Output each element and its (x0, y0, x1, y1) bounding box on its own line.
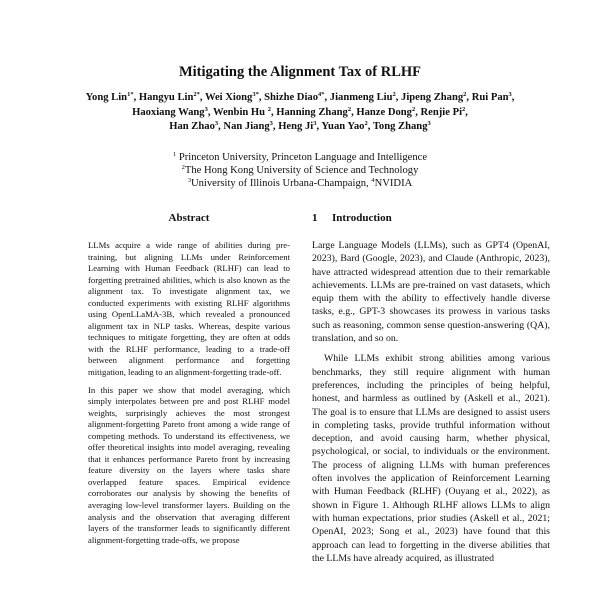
affiliation-mark: 1 (172, 151, 177, 158)
author-separator: , (258, 92, 265, 103)
author-name: Han Zhao (169, 121, 215, 132)
paper-title: Mitigating the Alignment Tax of RLHF (178, 64, 422, 80)
author-name: Heng Ji (278, 121, 314, 132)
affiliation-mark: 2 (181, 164, 185, 172)
section-title: Introduction (332, 212, 392, 224)
author-name: Rui Pan (471, 92, 509, 103)
affiliation-3-4 (0, 177, 600, 190)
author-separator: , (395, 92, 402, 103)
intro-paragraph: Large Language Models (LLMs), such as GPT4 (OpenAI, 2023), Bard (Google, 2023), and Claude (Anthropic, 2023), have attracted widespread attention due to their remarkable achievements. LLMs are pre-trained on vast datasets, which equip them with the ability to effectively handle diverse tasks, e.g., GPT-3 showcases its prowess in various tasks such as reasoning, common sense question-answering (QA), translation, and so on. (312, 240, 550, 345)
author-affiliation-mark: 3 (269, 120, 273, 127)
author-affiliation-mark: 2 (463, 91, 467, 98)
abstract-heading: Abstract (168, 212, 210, 224)
author-affiliation-mark: 2 (411, 105, 416, 113)
author-affiliation-mark: 3 (214, 120, 219, 127)
author-separator: , (324, 92, 330, 103)
author-affiliation-mark: 2 (364, 120, 368, 127)
author-name: Nan Jiang (223, 121, 270, 132)
author-affiliation-mark: 2 (267, 105, 271, 113)
author-name: Wenbin Hu (212, 106, 268, 118)
author-name: Yuan Yao (321, 121, 365, 132)
author-name: Hangyu Lin (138, 92, 194, 103)
affiliation-text: NVIDIA (374, 178, 413, 190)
author-name: Tong Zhang (372, 121, 428, 132)
author-affiliation-mark: 2* (193, 91, 200, 98)
author-name: Yong Lin (85, 92, 128, 103)
author-name: Jipeng Zhang (401, 92, 464, 103)
author-affiliation-mark: 3 (204, 105, 208, 113)
author-separator: , (511, 92, 515, 103)
author-affiliation-mark: 3 (313, 120, 317, 127)
author-name: Jianmeng Liu (329, 92, 393, 103)
author-separator: , (351, 106, 357, 118)
author-list (28, 91, 572, 135)
author-separator: , (367, 121, 373, 132)
author-name: Renjie Pi (420, 106, 463, 118)
author-name: Hanning Zhang (276, 106, 348, 118)
affiliation-text: Princeton University, Princeton Language and Intelligence (176, 152, 428, 163)
intro-paragraph: While LLMs exhibit strong abilities among various benchmarks, they still require alignment with human preferences, including the principles of being helpful, honest, and harmless as outlined by (Askell et al., 2021). The goal is to ensure that LLMs are designed to assist users in completing tasks, provide truthful information without deception, and avoid causing harm, whether physical, psychological, or social, to individuals or the environment. The process of aligning LLMs with human preferences often involves the application of Reinforcement Learning with Human Feedback (RLHF) (Ouyang et al., 2022), as shown in Figure 1. Although RLHF allows LLMs to align with human expectations, prior studies (Askell et al., 2021; OpenAI, 2023; Song et al., 2023) have found that this approach can lead to forgetting in the diverse abilities that the LLMs have already acquired, as illustrated (312, 353, 550, 564)
introduction-body (312, 239, 550, 572)
author-separator: , (415, 106, 421, 118)
affiliation-text: University of Illinois Urbana-Champaign, (190, 178, 372, 190)
author-affiliation-mark: 3* (252, 91, 259, 98)
author-name: Haoxiang Wang (132, 106, 205, 118)
author-separator: , (218, 121, 224, 132)
affiliation-text: The Hong Kong University of Science and Technology (184, 165, 419, 177)
section-heading-introduction (312, 212, 392, 224)
abstract-body (88, 240, 290, 552)
author-affiliation-mark: 3 (508, 91, 512, 98)
affiliations (0, 151, 600, 191)
author-separator: , (270, 106, 277, 118)
author-separator: , (466, 92, 472, 103)
affiliation-mark: 3 (187, 177, 191, 185)
affiliation-2 (0, 164, 600, 177)
author-affiliation-mark: 2 (462, 105, 466, 113)
author-affiliation-mark: 4* (318, 91, 325, 98)
affiliation-1 (0, 151, 600, 164)
author-affiliation-mark: 2 (347, 105, 352, 113)
author-separator: , (207, 106, 213, 118)
author-affiliation-mark: 1* (127, 91, 134, 98)
author-affiliation-mark: 3 (427, 120, 431, 127)
author-name: Wei Xiong (204, 92, 253, 103)
author-separator: , (316, 121, 322, 132)
author-separator: , (465, 106, 468, 118)
author-name: Hanze Dong (356, 106, 412, 118)
author-affiliation-mark: 2 (392, 91, 396, 98)
section-number: 1 (312, 212, 318, 224)
abstract-paragraph: LLMs acquire a wide range of abilities during pre-training, but aligning LLMs under Reinforcement Learning with Human Feedback (RLHF) can lead to forgetting pretrained abilities, which is also known as the alignment tax. To investigate alignment tax, we conducted experiments with existing RLHF algorithms using OpenLLaMA-3B, which revealed a pronounced alignment tax in NLP tasks. Whereas, despite various techniques to mitigate forgetting, they are often at odds with the RLHF performance, leading to a trade-off between alignment performance and forgetting mitigation, leading to an alignment-forgetting trade-off. (88, 240, 290, 378)
author-separator: , (133, 92, 139, 103)
author-name: Shizhe Diao (264, 92, 318, 103)
author-separator: , (272, 121, 279, 132)
abstract-paragraph: In this paper we show that model averaging, which simply interpolates between pre and post RLHF model weights, surprisingly achieves the most strongest alignment-forgetting Pareto front among a wide range of competing methods. To understand its effectiveness, we offer theoretical insights into model averaging, revealing that it enhances performance Pareto front by increasing feature diversity on the layers where tasks share overlapped feature spaces. Empirical evidence corroborates our analysis by showing the benefits of averaging low-level transformer layers. Building on the analysis and the observation that averaging different layers of the transformer leads to significantly different alignment-forgetting trade-offs, we propose (88, 384, 290, 545)
affiliation-mark: 4 (371, 177, 375, 185)
author-separator: , (199, 92, 205, 103)
